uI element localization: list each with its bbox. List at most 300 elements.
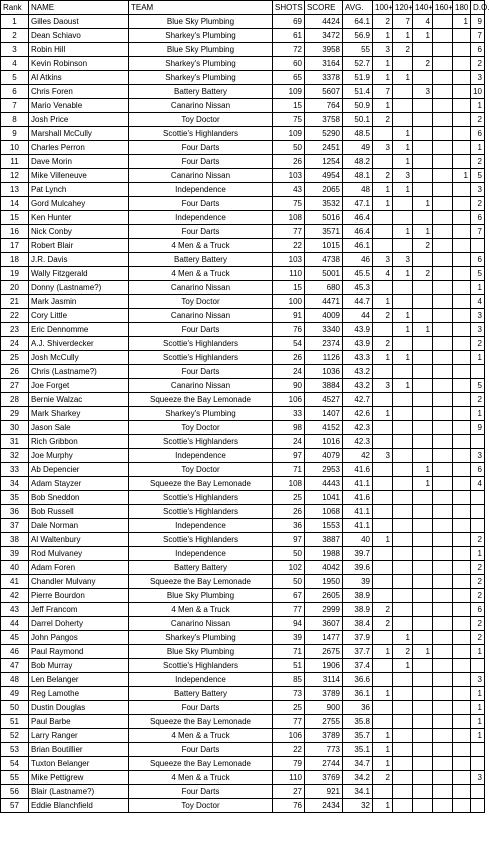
- header-team: TEAM: [129, 1, 273, 15]
- cell-rank: 33: [1, 463, 29, 477]
- cell-do: 2: [471, 617, 485, 631]
- cell-team: Toy Doctor: [129, 113, 273, 127]
- cell-team: Scottie's Highlanders: [129, 351, 273, 365]
- cell-rank: 23: [1, 323, 29, 337]
- cell-shots: 110: [273, 267, 305, 281]
- cell-team: Sharkey's Plumbing: [129, 57, 273, 71]
- cell-shots: 77: [273, 603, 305, 617]
- cell-120-plus: [393, 211, 413, 225]
- cell-140-plus: [413, 351, 433, 365]
- cell-120-plus: 1: [393, 71, 413, 85]
- cell-do: [471, 799, 485, 813]
- cell-180: [453, 211, 471, 225]
- cell-shots: 94: [273, 617, 305, 631]
- cell-180: [453, 603, 471, 617]
- cell-shots: 15: [273, 99, 305, 113]
- cell-team: Scottie's Highlanders: [129, 337, 273, 351]
- cell-name: Adam Foren: [29, 561, 129, 575]
- cell-score: 2953: [305, 463, 343, 477]
- cell-rank: 5: [1, 71, 29, 85]
- cell-name: Chandler Mulvany: [29, 575, 129, 589]
- cell-team: Canarino Nissan: [129, 281, 273, 295]
- cell-name: Ab Depencier: [29, 463, 129, 477]
- cell-team: 4 Men & a Truck: [129, 603, 273, 617]
- cell-avg: 37.7: [343, 645, 373, 659]
- cell-100-plus: 2: [373, 617, 393, 631]
- cell-180: [453, 771, 471, 785]
- cell-160-plus: [433, 281, 453, 295]
- table-row: [1, 449, 485, 463]
- cell-avg: 46.1: [343, 239, 373, 253]
- cell-team: Toy Doctor: [129, 295, 273, 309]
- cell-160-plus: [433, 295, 453, 309]
- cell-140-plus: [413, 701, 433, 715]
- cell-team: Scottie's Highlanders: [129, 491, 273, 505]
- cell-180: [453, 225, 471, 239]
- cell-do: 2: [471, 393, 485, 407]
- cell-140-plus: 1: [413, 323, 433, 337]
- cell-score: 4443: [305, 477, 343, 491]
- cell-team: Canarino Nissan: [129, 617, 273, 631]
- cell-120-plus: [393, 365, 413, 379]
- cell-score: 1477: [305, 631, 343, 645]
- cell-100-plus: 1: [373, 183, 393, 197]
- cell-shots: 25: [273, 491, 305, 505]
- cell-avg: 41.6: [343, 491, 373, 505]
- cell-team: Scottie's Highlanders: [129, 435, 273, 449]
- cell-do: 2: [471, 155, 485, 169]
- cell-180: [453, 785, 471, 799]
- cell-do: 3: [471, 323, 485, 337]
- cell-avg: 43.9: [343, 323, 373, 337]
- cell-name: John Pangos: [29, 631, 129, 645]
- cell-140-plus: 2: [413, 239, 433, 253]
- cell-score: 3164: [305, 57, 343, 71]
- table-row: [1, 253, 485, 267]
- cell-team: Canarino Nissan: [129, 99, 273, 113]
- table-row: [1, 57, 485, 71]
- cell-rank: 47: [1, 659, 29, 673]
- cell-140-plus: 1: [413, 29, 433, 43]
- cell-160-plus: [433, 351, 453, 365]
- cell-do: 7: [471, 225, 485, 239]
- table-row: [1, 673, 485, 687]
- cell-100-plus: [373, 211, 393, 225]
- cell-120-plus: 1: [393, 127, 413, 141]
- cell-rank: 52: [1, 729, 29, 743]
- cell-do: [471, 365, 485, 379]
- cell-avg: 34.1: [343, 785, 373, 799]
- cell-160-plus: [433, 197, 453, 211]
- cell-100-plus: [373, 589, 393, 603]
- cell-160-plus: [433, 757, 453, 771]
- cell-avg: 42.3: [343, 435, 373, 449]
- cell-do: 6: [471, 603, 485, 617]
- cell-180: [453, 393, 471, 407]
- cell-name: Mike Pettigrew: [29, 771, 129, 785]
- cell-rank: 56: [1, 785, 29, 799]
- cell-140-plus: [413, 729, 433, 743]
- cell-team: Blue Sky Plumbing: [129, 645, 273, 659]
- cell-shots: 98: [273, 421, 305, 435]
- cell-team: Independence: [129, 183, 273, 197]
- cell-160-plus: [433, 743, 453, 757]
- cell-team: Independence: [129, 519, 273, 533]
- cell-shots: 85: [273, 673, 305, 687]
- cell-180: [453, 659, 471, 673]
- cell-160-plus: [433, 155, 453, 169]
- cell-160-plus: [433, 393, 453, 407]
- cell-avg: 36.1: [343, 687, 373, 701]
- cell-100-plus: [373, 505, 393, 519]
- cell-do: [471, 757, 485, 771]
- cell-shots: 103: [273, 169, 305, 183]
- cell-do: 3: [471, 673, 485, 687]
- cell-team: Independence: [129, 211, 273, 225]
- cell-score: 1553: [305, 519, 343, 533]
- cell-shots: 106: [273, 729, 305, 743]
- cell-shots: 24: [273, 365, 305, 379]
- cell-160-plus: [433, 645, 453, 659]
- cell-120-plus: 1: [393, 631, 413, 645]
- cell-160-plus: [433, 533, 453, 547]
- cell-180: 1: [453, 15, 471, 29]
- cell-do: [471, 505, 485, 519]
- cell-name: Al Atkins: [29, 71, 129, 85]
- cell-100-plus: 2: [373, 113, 393, 127]
- cell-team: Blue Sky Plumbing: [129, 43, 273, 57]
- cell-score: 3887: [305, 533, 343, 547]
- cell-do: 3: [471, 183, 485, 197]
- header-do: D.O.: [471, 1, 485, 15]
- cell-180: [453, 617, 471, 631]
- cell-120-plus: [393, 701, 413, 715]
- cell-160-plus: [433, 463, 453, 477]
- cell-120-plus: [393, 533, 413, 547]
- cell-100-plus: [373, 785, 393, 799]
- cell-shots: 26: [273, 351, 305, 365]
- cell-shots: 109: [273, 85, 305, 99]
- cell-team: Independence: [129, 449, 273, 463]
- cell-140-plus: [413, 43, 433, 57]
- cell-avg: 36.6: [343, 673, 373, 687]
- cell-100-plus: [373, 715, 393, 729]
- cell-score: 1068: [305, 505, 343, 519]
- cell-team: Four Darts: [129, 365, 273, 379]
- cell-140-plus: [413, 337, 433, 351]
- cell-avg: 45.5: [343, 267, 373, 281]
- cell-100-plus: [373, 561, 393, 575]
- cell-name: Ken Hunter: [29, 211, 129, 225]
- cell-avg: 43.2: [343, 365, 373, 379]
- table-row: [1, 365, 485, 379]
- cell-avg: 51.9: [343, 71, 373, 85]
- cell-shots: 106: [273, 393, 305, 407]
- cell-160-plus: [433, 715, 453, 729]
- cell-rank: 39: [1, 547, 29, 561]
- cell-do: 2: [471, 533, 485, 547]
- cell-avg: 50.9: [343, 99, 373, 113]
- cell-name: J.R. Davis: [29, 253, 129, 267]
- cell-name: Josh Price: [29, 113, 129, 127]
- cell-100-plus: 1: [373, 687, 393, 701]
- cell-name: Paul Raymond: [29, 645, 129, 659]
- header-140-plus: 140+: [413, 1, 433, 15]
- table-row: [1, 183, 485, 197]
- cell-rank: 11: [1, 155, 29, 169]
- cell-team: Battery Battery: [129, 561, 273, 575]
- cell-120-plus: [393, 589, 413, 603]
- cell-do: [471, 519, 485, 533]
- cell-160-plus: [433, 617, 453, 631]
- cell-shots: 69: [273, 15, 305, 29]
- cell-120-plus: [393, 393, 413, 407]
- cell-100-plus: [373, 463, 393, 477]
- cell-name: Blair (Lastname?): [29, 785, 129, 799]
- cell-140-plus: [413, 127, 433, 141]
- cell-140-plus: [413, 603, 433, 617]
- cell-100-plus: 7: [373, 85, 393, 99]
- cell-name: Bob Murray: [29, 659, 129, 673]
- cell-120-plus: [393, 197, 413, 211]
- cell-120-plus: 1: [393, 379, 413, 393]
- cell-do: 4: [471, 295, 485, 309]
- cell-120-plus: [393, 463, 413, 477]
- cell-team: Toy Doctor: [129, 799, 273, 813]
- cell-180: [453, 309, 471, 323]
- cell-shots: 71: [273, 463, 305, 477]
- cell-avg: 43.2: [343, 379, 373, 393]
- cell-140-plus: [413, 631, 433, 645]
- cell-name: Mark Sharkey: [29, 407, 129, 421]
- cell-rank: 2: [1, 29, 29, 43]
- cell-shots: 51: [273, 659, 305, 673]
- cell-score: 2451: [305, 141, 343, 155]
- cell-team: 4 Men & a Truck: [129, 729, 273, 743]
- cell-160-plus: [433, 71, 453, 85]
- cell-rank: 27: [1, 379, 29, 393]
- cell-160-plus: [433, 141, 453, 155]
- cell-140-plus: 1: [413, 477, 433, 491]
- cell-160-plus: [433, 491, 453, 505]
- cell-shots: 77: [273, 715, 305, 729]
- cell-rank: 53: [1, 743, 29, 757]
- table-row: [1, 561, 485, 575]
- cell-140-plus: [413, 533, 433, 547]
- cell-name: Donny (Lastname?): [29, 281, 129, 295]
- cell-do: 2: [471, 631, 485, 645]
- cell-do: 2: [471, 589, 485, 603]
- cell-160-plus: [433, 435, 453, 449]
- cell-avg: 46.4: [343, 225, 373, 239]
- cell-rank: 29: [1, 407, 29, 421]
- cell-do: 2: [471, 575, 485, 589]
- cell-180: [453, 155, 471, 169]
- cell-team: Toy Doctor: [129, 421, 273, 435]
- table-row: [1, 631, 485, 645]
- cell-rank: 16: [1, 225, 29, 239]
- cell-120-plus: [393, 561, 413, 575]
- cell-score: 3884: [305, 379, 343, 393]
- cell-do: [471, 743, 485, 757]
- cell-rank: 41: [1, 575, 29, 589]
- cell-team: Squeeze the Bay Lemonade: [129, 757, 273, 771]
- cell-rank: 45: [1, 631, 29, 645]
- cell-180: [453, 799, 471, 813]
- cell-rank: 54: [1, 757, 29, 771]
- cell-name: Joe Forget: [29, 379, 129, 393]
- cell-score: 4042: [305, 561, 343, 575]
- cell-team: Four Darts: [129, 323, 273, 337]
- cell-140-plus: [413, 309, 433, 323]
- cell-160-plus: [433, 603, 453, 617]
- cell-avg: 52.7: [343, 57, 373, 71]
- cell-180: [453, 323, 471, 337]
- cell-160-plus: [433, 225, 453, 239]
- table-row: [1, 659, 485, 673]
- cell-shots: 33: [273, 407, 305, 421]
- cell-do: 2: [471, 57, 485, 71]
- cell-rank: 25: [1, 351, 29, 365]
- cell-140-plus: 1: [413, 197, 433, 211]
- cell-name: Mario Venable: [29, 99, 129, 113]
- cell-180: [453, 71, 471, 85]
- cell-180: [453, 337, 471, 351]
- cell-avg: 34.7: [343, 757, 373, 771]
- cell-shots: 26: [273, 155, 305, 169]
- cell-180: [453, 449, 471, 463]
- cell-rank: 3: [1, 43, 29, 57]
- cell-rank: 49: [1, 687, 29, 701]
- cell-name: Pat Lynch: [29, 183, 129, 197]
- table-row: [1, 729, 485, 743]
- cell-score: 1950: [305, 575, 343, 589]
- cell-120-plus: [393, 687, 413, 701]
- cell-140-plus: 3: [413, 85, 433, 99]
- cell-180: [453, 547, 471, 561]
- cell-140-plus: [413, 519, 433, 533]
- cell-180: [453, 505, 471, 519]
- cell-rank: 37: [1, 519, 29, 533]
- cell-100-plus: 1: [373, 197, 393, 211]
- cell-shots: 67: [273, 589, 305, 603]
- table-row: [1, 211, 485, 225]
- cell-120-plus: [393, 603, 413, 617]
- cell-score: 3758: [305, 113, 343, 127]
- cell-do: 6: [471, 127, 485, 141]
- cell-score: 3114: [305, 673, 343, 687]
- cell-140-plus: 4: [413, 15, 433, 29]
- cell-100-plus: [373, 239, 393, 253]
- cell-score: 4954: [305, 169, 343, 183]
- cell-rank: 14: [1, 197, 29, 211]
- cell-rank: 34: [1, 477, 29, 491]
- table-row: [1, 407, 485, 421]
- cell-score: 1906: [305, 659, 343, 673]
- cell-180: [453, 295, 471, 309]
- cell-do: 3: [471, 71, 485, 85]
- cell-160-plus: [433, 729, 453, 743]
- table-row: [1, 99, 485, 113]
- cell-name: Eric Dennomme: [29, 323, 129, 337]
- cell-160-plus: [433, 323, 453, 337]
- table-row: [1, 617, 485, 631]
- cell-avg: 38.4: [343, 617, 373, 631]
- cell-avg: 51.4: [343, 85, 373, 99]
- cell-rank: 48: [1, 673, 29, 687]
- cell-do: 1: [471, 407, 485, 421]
- cell-name: Darrel Doherty: [29, 617, 129, 631]
- cell-160-plus: [433, 29, 453, 43]
- cell-160-plus: [433, 127, 453, 141]
- cell-avg: 35.1: [343, 743, 373, 757]
- cell-180: [453, 99, 471, 113]
- cell-shots: 90: [273, 379, 305, 393]
- cell-140-plus: [413, 141, 433, 155]
- cell-do: 1: [471, 645, 485, 659]
- cell-avg: 42.7: [343, 393, 373, 407]
- cell-rank: 15: [1, 211, 29, 225]
- cell-name: Bob Russell: [29, 505, 129, 519]
- cell-name: Mark Jasmin: [29, 295, 129, 309]
- cell-140-plus: [413, 491, 433, 505]
- cell-140-plus: 2: [413, 57, 433, 71]
- cell-140-plus: 1: [413, 225, 433, 239]
- cell-120-plus: [393, 743, 413, 757]
- cell-name: Gord Mulcahey: [29, 197, 129, 211]
- cell-160-plus: [433, 673, 453, 687]
- cell-avg: 34.2: [343, 771, 373, 785]
- cell-score: 4152: [305, 421, 343, 435]
- cell-team: Canarino Nissan: [129, 169, 273, 183]
- cell-name: Robert Blair: [29, 239, 129, 253]
- cell-140-plus: [413, 253, 433, 267]
- cell-score: 2999: [305, 603, 343, 617]
- cell-100-plus: [373, 491, 393, 505]
- cell-100-plus: 3: [373, 141, 393, 155]
- cell-rank: 20: [1, 281, 29, 295]
- cell-100-plus: 1: [373, 729, 393, 743]
- cell-rank: 22: [1, 309, 29, 323]
- cell-score: 3532: [305, 197, 343, 211]
- cell-160-plus: [433, 561, 453, 575]
- table-row: [1, 323, 485, 337]
- cell-160-plus: [433, 379, 453, 393]
- table-row: [1, 85, 485, 99]
- cell-shots: 39: [273, 631, 305, 645]
- cell-avg: 47.1: [343, 197, 373, 211]
- cell-160-plus: [433, 547, 453, 561]
- cell-shots: 73: [273, 687, 305, 701]
- cell-team: Four Darts: [129, 785, 273, 799]
- cell-team: Battery Battery: [129, 85, 273, 99]
- cell-100-plus: [373, 421, 393, 435]
- header-180: 180: [453, 1, 471, 15]
- cell-avg: 48.1: [343, 169, 373, 183]
- cell-score: 3607: [305, 617, 343, 631]
- header-160-plus: 160+: [433, 1, 453, 15]
- table-row: [1, 15, 485, 29]
- cell-100-plus: 1: [373, 295, 393, 309]
- table-row: [1, 547, 485, 561]
- cell-score: 3789: [305, 687, 343, 701]
- cell-160-plus: [433, 113, 453, 127]
- table-row: [1, 785, 485, 799]
- table-row: [1, 393, 485, 407]
- cell-rank: 50: [1, 701, 29, 715]
- cell-100-plus: 1: [373, 757, 393, 771]
- cell-do: 1: [471, 687, 485, 701]
